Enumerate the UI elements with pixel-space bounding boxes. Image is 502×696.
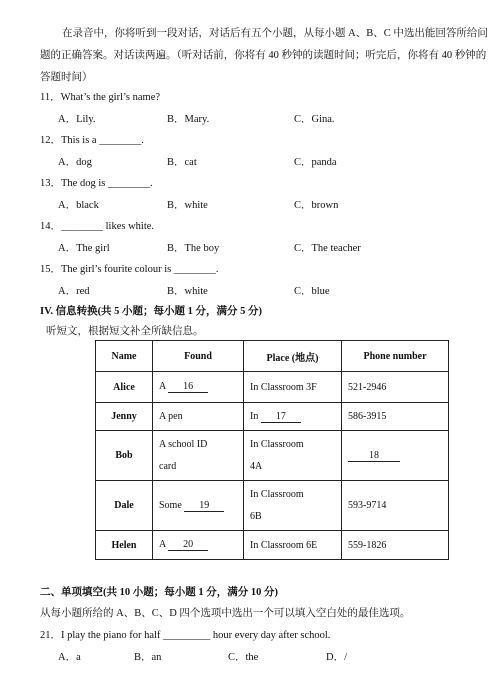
question-14-option-b[interactable]: B．The boy xyxy=(167,243,220,254)
row-found xyxy=(153,531,244,560)
answer-blank-16[interactable]: 16 xyxy=(168,381,208,393)
answer-blank-19[interactable]: 19 xyxy=(184,500,224,512)
header-found: Found xyxy=(153,341,244,372)
question-12-stem: 12．This is a ________. xyxy=(40,135,144,146)
row-name: Helen xyxy=(96,531,153,560)
table-row xyxy=(96,372,449,403)
question-21-stem: 21．I play the piano for half _________ hour every day after school. xyxy=(40,630,331,641)
table-row xyxy=(96,481,449,531)
question-13-stem: 13．The dog is ________. xyxy=(40,178,153,189)
place-line-1: In Classroom xyxy=(250,438,304,450)
question-21-option-b[interactable]: B．an xyxy=(134,652,162,663)
header-place: Place (地点) xyxy=(244,341,342,372)
row-place xyxy=(244,431,342,481)
row-place: In Classroom 3F xyxy=(244,372,342,403)
question-15-stem: 15．The girl’s fourite colour is ________. xyxy=(40,264,219,275)
listening-instructions: 在录音中，你将听到一段对话，对话后有五个小题，从每小题 A、B、C 中选出能回答所给问题的正确答案。对话读两遍。（听对话前，你将有 40 秒钟的读题时间；听完后，你将有 40 秒钟的答题时间） xyxy=(40,28,488,83)
question-14-option-a[interactable]: A．The girl xyxy=(58,243,110,254)
found-prefix: A xyxy=(159,539,166,550)
question-14-stem: 14．________ likes white. xyxy=(40,221,155,232)
question-11-option-a[interactable]: A．Lily. xyxy=(58,114,96,125)
question-12-option-a[interactable]: A．dog xyxy=(58,157,92,168)
question-21-option-a[interactable]: A．a xyxy=(58,652,81,663)
section-2-title: 二、单项填空(共 10 小题；每小题 1 分，满分 10 分) xyxy=(40,587,278,598)
row-place xyxy=(244,403,342,431)
question-11-option-b[interactable]: B．Mary. xyxy=(167,114,210,125)
row-found xyxy=(153,481,244,531)
row-found xyxy=(153,372,244,403)
question-12-option-c[interactable]: C．panda xyxy=(294,157,337,168)
question-15-option-b[interactable]: B．white xyxy=(167,286,208,297)
row-place: In Classroom 6E xyxy=(244,531,342,560)
question-13-option-b[interactable]: B．white xyxy=(167,200,208,211)
row-name: Bob xyxy=(96,431,153,481)
place-line-2: 4A xyxy=(250,460,263,472)
question-13-option-c[interactable]: C．brown xyxy=(294,200,339,211)
header-name: Name xyxy=(96,341,153,372)
question-21-option-c[interactable]: C．the xyxy=(228,652,259,663)
section-2-instruction: 从每小题所给的 A、B、C、D 四个选项中选出一个可以填入空白处的最佳选项。 xyxy=(40,608,411,619)
header-phone: Phone number xyxy=(342,341,449,372)
row-name: Jenny xyxy=(96,403,153,431)
found-line-1: A school ID xyxy=(159,438,208,450)
row-found xyxy=(153,431,244,481)
question-13-option-a[interactable]: A．black xyxy=(58,200,99,211)
question-11-option-c[interactable]: C．Gina. xyxy=(294,114,335,125)
row-phone: 559-1826 xyxy=(342,531,449,560)
found-line-2: card xyxy=(159,460,177,472)
place-line-2: 6B xyxy=(250,510,262,522)
table-row xyxy=(96,431,449,481)
section-4-instruction: 听短文，根据短文补全所缺信息。 xyxy=(46,326,204,337)
table-row xyxy=(96,531,449,560)
found-prefix: Some xyxy=(159,499,182,511)
found-prefix: A xyxy=(159,381,166,392)
place-prefix: In xyxy=(250,410,259,422)
answer-blank-18[interactable]: 18 xyxy=(348,450,400,462)
question-15-option-a[interactable]: A．red xyxy=(58,286,90,297)
section-4-title: IV. 信息转换(共 5 小题；每小题 1 分，满分 5 分) xyxy=(40,306,263,317)
row-found: A pen xyxy=(153,403,244,431)
row-phone: 593-9714 xyxy=(342,481,449,531)
question-12-option-b[interactable]: B．cat xyxy=(167,157,197,168)
row-phone: 521-2946 xyxy=(342,372,449,403)
place-line-1: In Classroom xyxy=(250,488,304,500)
table-header-row xyxy=(96,341,449,372)
row-phone: 586-3915 xyxy=(342,403,449,431)
row-name: Dale xyxy=(96,481,153,531)
row-place xyxy=(244,481,342,531)
question-11-stem: 11．What’s the girl’s name? xyxy=(40,92,161,103)
answer-blank-17[interactable]: 17 xyxy=(261,411,301,423)
question-21-option-d[interactable]: D．/ xyxy=(326,652,347,663)
info-table xyxy=(95,340,449,560)
row-name: Alice xyxy=(96,372,153,403)
question-14-option-c[interactable]: C．The teacher xyxy=(294,243,361,254)
question-15-option-c[interactable]: C．blue xyxy=(294,286,330,297)
answer-blank-20[interactable]: 20 xyxy=(168,539,208,551)
row-phone xyxy=(342,431,449,481)
table-row xyxy=(96,403,449,431)
